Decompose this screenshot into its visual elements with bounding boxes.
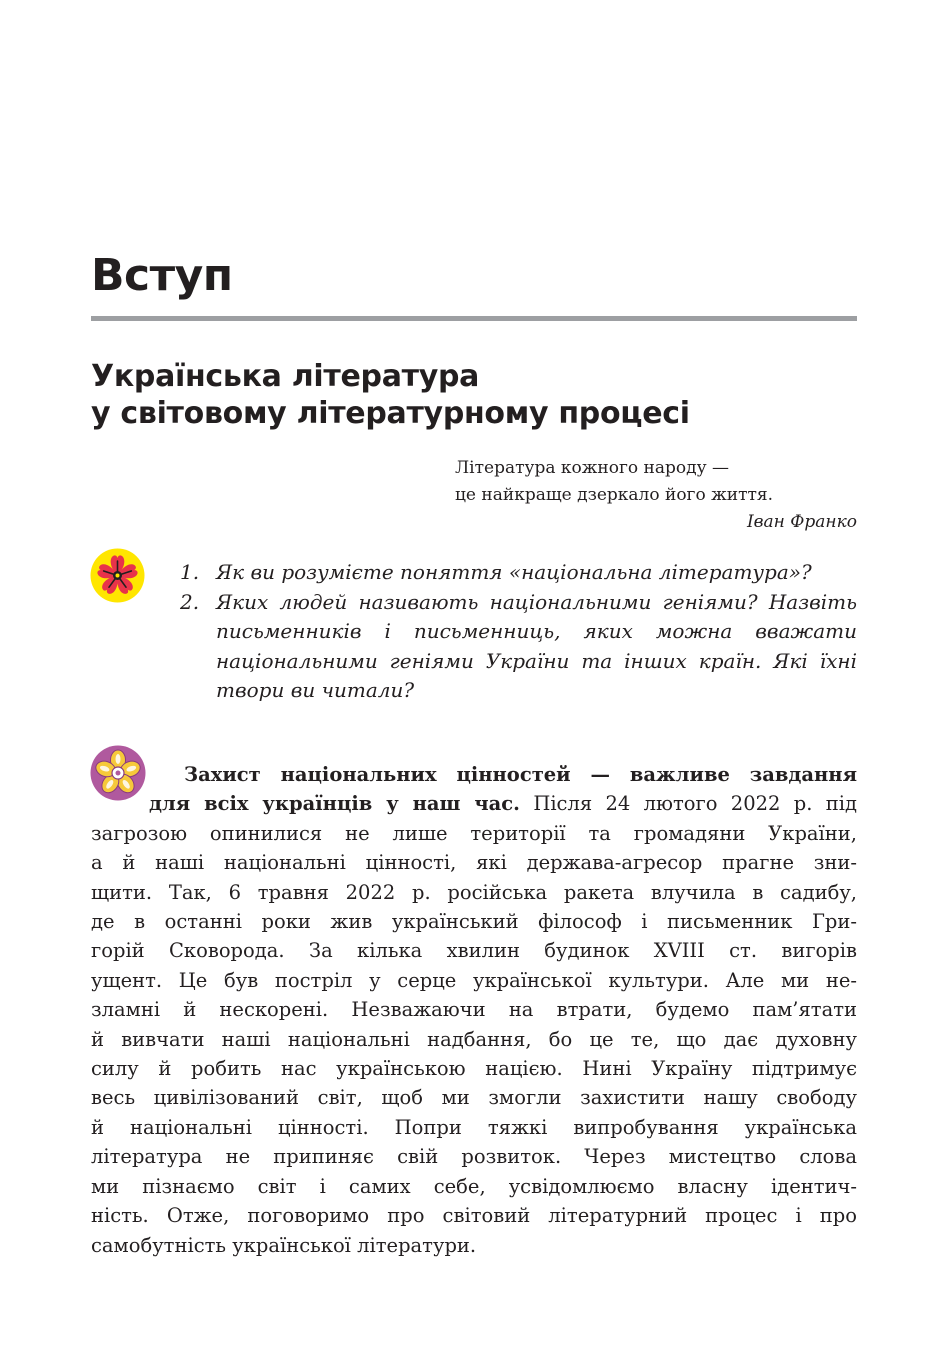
- body-line: ми пізнаємо світ і самих себе, усвідомлюємо власну ідентич-: [91, 1174, 857, 1198]
- body-lead-bold: для всіх українців у наш час.: [149, 792, 520, 816]
- body-line: горій Сковорода. За кілька хвилин будинок XVIII ст. вигорів: [91, 939, 857, 963]
- questions-list: [180, 558, 857, 706]
- body-line: щити. Так, 6 травня 2022 р. російська ракета влучила в садибу,: [91, 880, 857, 904]
- epigraph: [455, 455, 857, 536]
- section-title-line: у світовому літературному процесі: [91, 396, 690, 431]
- epigraph-line: це найкраще дзеркало його життя.: [455, 485, 774, 505]
- epigraph-author: Іван Франко: [746, 512, 857, 532]
- body-line: силу й робить нас українською нацією. Нині Україну підтримує: [91, 1057, 857, 1081]
- body-line: література не припиняє свій розвиток. Через мистецтво слова: [91, 1145, 857, 1169]
- flower-motif-icon: [90, 548, 145, 603]
- question-text: Яких людей називають національними геніями? Назвіть письменників і письменниць, яких можна вважати національними геніями України та інших країн. Які їхні твори ви читали?: [216, 589, 857, 702]
- question-number: 1.: [180, 560, 200, 584]
- body-line: й вивчати наші національні надбання, бо це те, що дає духовну: [91, 1027, 857, 1051]
- body-line: зламні й нескорені. Незважаючи на втрати, будемо пам’ятати: [91, 998, 857, 1022]
- body-line: загрозою опинилися не лише території та громадяни України,: [91, 821, 857, 845]
- body-line: самобутність української літератури.: [91, 1233, 477, 1257]
- section-title: [91, 358, 851, 432]
- question-item: [180, 558, 857, 588]
- chapter-title: Вступ: [91, 250, 233, 301]
- question-item: [180, 588, 857, 706]
- body-lead-regular: Після 24 лютого 2022 р. під: [533, 792, 857, 816]
- body-line: ність. Отже, поговоримо про світовий літературний процес і про: [91, 1204, 857, 1228]
- question-text: Як ви розумієте поняття «національна література»?: [216, 560, 812, 584]
- chapter-title-rule: [91, 316, 857, 321]
- body-line: а й наші національні цінності, які держава-агресор прагне зни-: [91, 851, 857, 875]
- epigraph-line: Література кожного народу —: [455, 458, 730, 478]
- body-line: й національні цінності. Попри тяжкі випробування українська: [91, 1115, 857, 1139]
- body-line: [91, 789, 857, 818]
- body-line-lead: Захист національних цінностей — важливе завдання: [184, 763, 857, 786]
- body-line: ущент. Це був постріл у серце української культури. Але ми не-: [91, 968, 857, 992]
- section-title-line: Українська література: [91, 359, 480, 394]
- question-number: 2.: [180, 589, 200, 614]
- body-paragraph: [91, 760, 857, 1260]
- body-line: весь цивілізований світ, щоб ми змогли захистити нашу свободу: [91, 1086, 857, 1110]
- body-line: де в останні роки жив український філософ і письменник Гри-: [91, 910, 857, 934]
